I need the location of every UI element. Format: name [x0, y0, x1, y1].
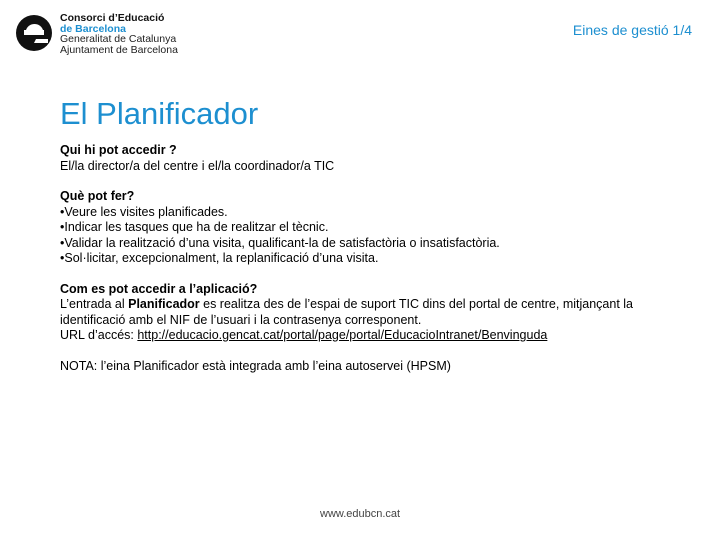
- list-item: •Sol·licitar, excepcionalment, la replanificació d’una visita.: [60, 251, 379, 265]
- question-what: Què pot fer?: [60, 189, 135, 203]
- page-title: El Planificador: [60, 96, 259, 131]
- access-url-line: [60, 328, 680, 344]
- content: [60, 143, 680, 389]
- question-who: Qui hi pot accedir ?: [60, 143, 177, 157]
- access-description: [60, 297, 680, 328]
- logo-text: [60, 13, 178, 55]
- logo-line-1: Consorci d’Educació: [60, 12, 165, 24]
- section-how: [60, 282, 680, 344]
- section-who: [60, 143, 680, 174]
- access-url-link[interactable]: http://educacio.gencat.cat/portal/page/portal/EducacioIntranet/Benvinguda: [137, 328, 548, 342]
- logo-line-4: Ajuntament de Barcelona: [60, 43, 178, 56]
- answer-who: El/la director/a del centre i el/la coordinador/a TIC: [60, 158, 335, 173]
- url-label: URL d’accés:: [60, 328, 138, 342]
- section-what: [60, 189, 680, 267]
- access-text-pre: L’entrada al: [60, 297, 129, 311]
- footer-url: www.edubcn.cat: [320, 508, 401, 520]
- list-item: •Validar la realització d’una visita, qualificant-la de satisfactòria o insatisfactòria.: [60, 235, 500, 250]
- note-text: NOTA: l’eina Planificador està integrada amb l’eina autoservei (HPSM): [60, 358, 451, 373]
- logo: [14, 13, 184, 61]
- question-how: Com es pot accedir a l’aplicació?: [60, 281, 258, 296]
- list-item: •Indicar les tasques que ha de realitzar el tècnic.: [60, 220, 329, 234]
- section-indicator: Eines de gestió 1/4: [572, 22, 692, 38]
- logo-line-3: Generalitat de Catalunya: [60, 33, 177, 45]
- access-text-post: es realitza des de l’espai de suport TIC dins del portal de centre, mitjançant la identificació amb el NIF de l’usuari i la contrasenya corresponent.: [60, 297, 633, 327]
- logo-line-2: de Barcelona: [60, 22, 126, 35]
- section-note: [60, 359, 680, 375]
- consorci-logo-icon: [14, 13, 54, 53]
- list-item: •Veure les visites planificades.: [60, 204, 228, 219]
- planificador-bold: Planificador: [128, 297, 200, 311]
